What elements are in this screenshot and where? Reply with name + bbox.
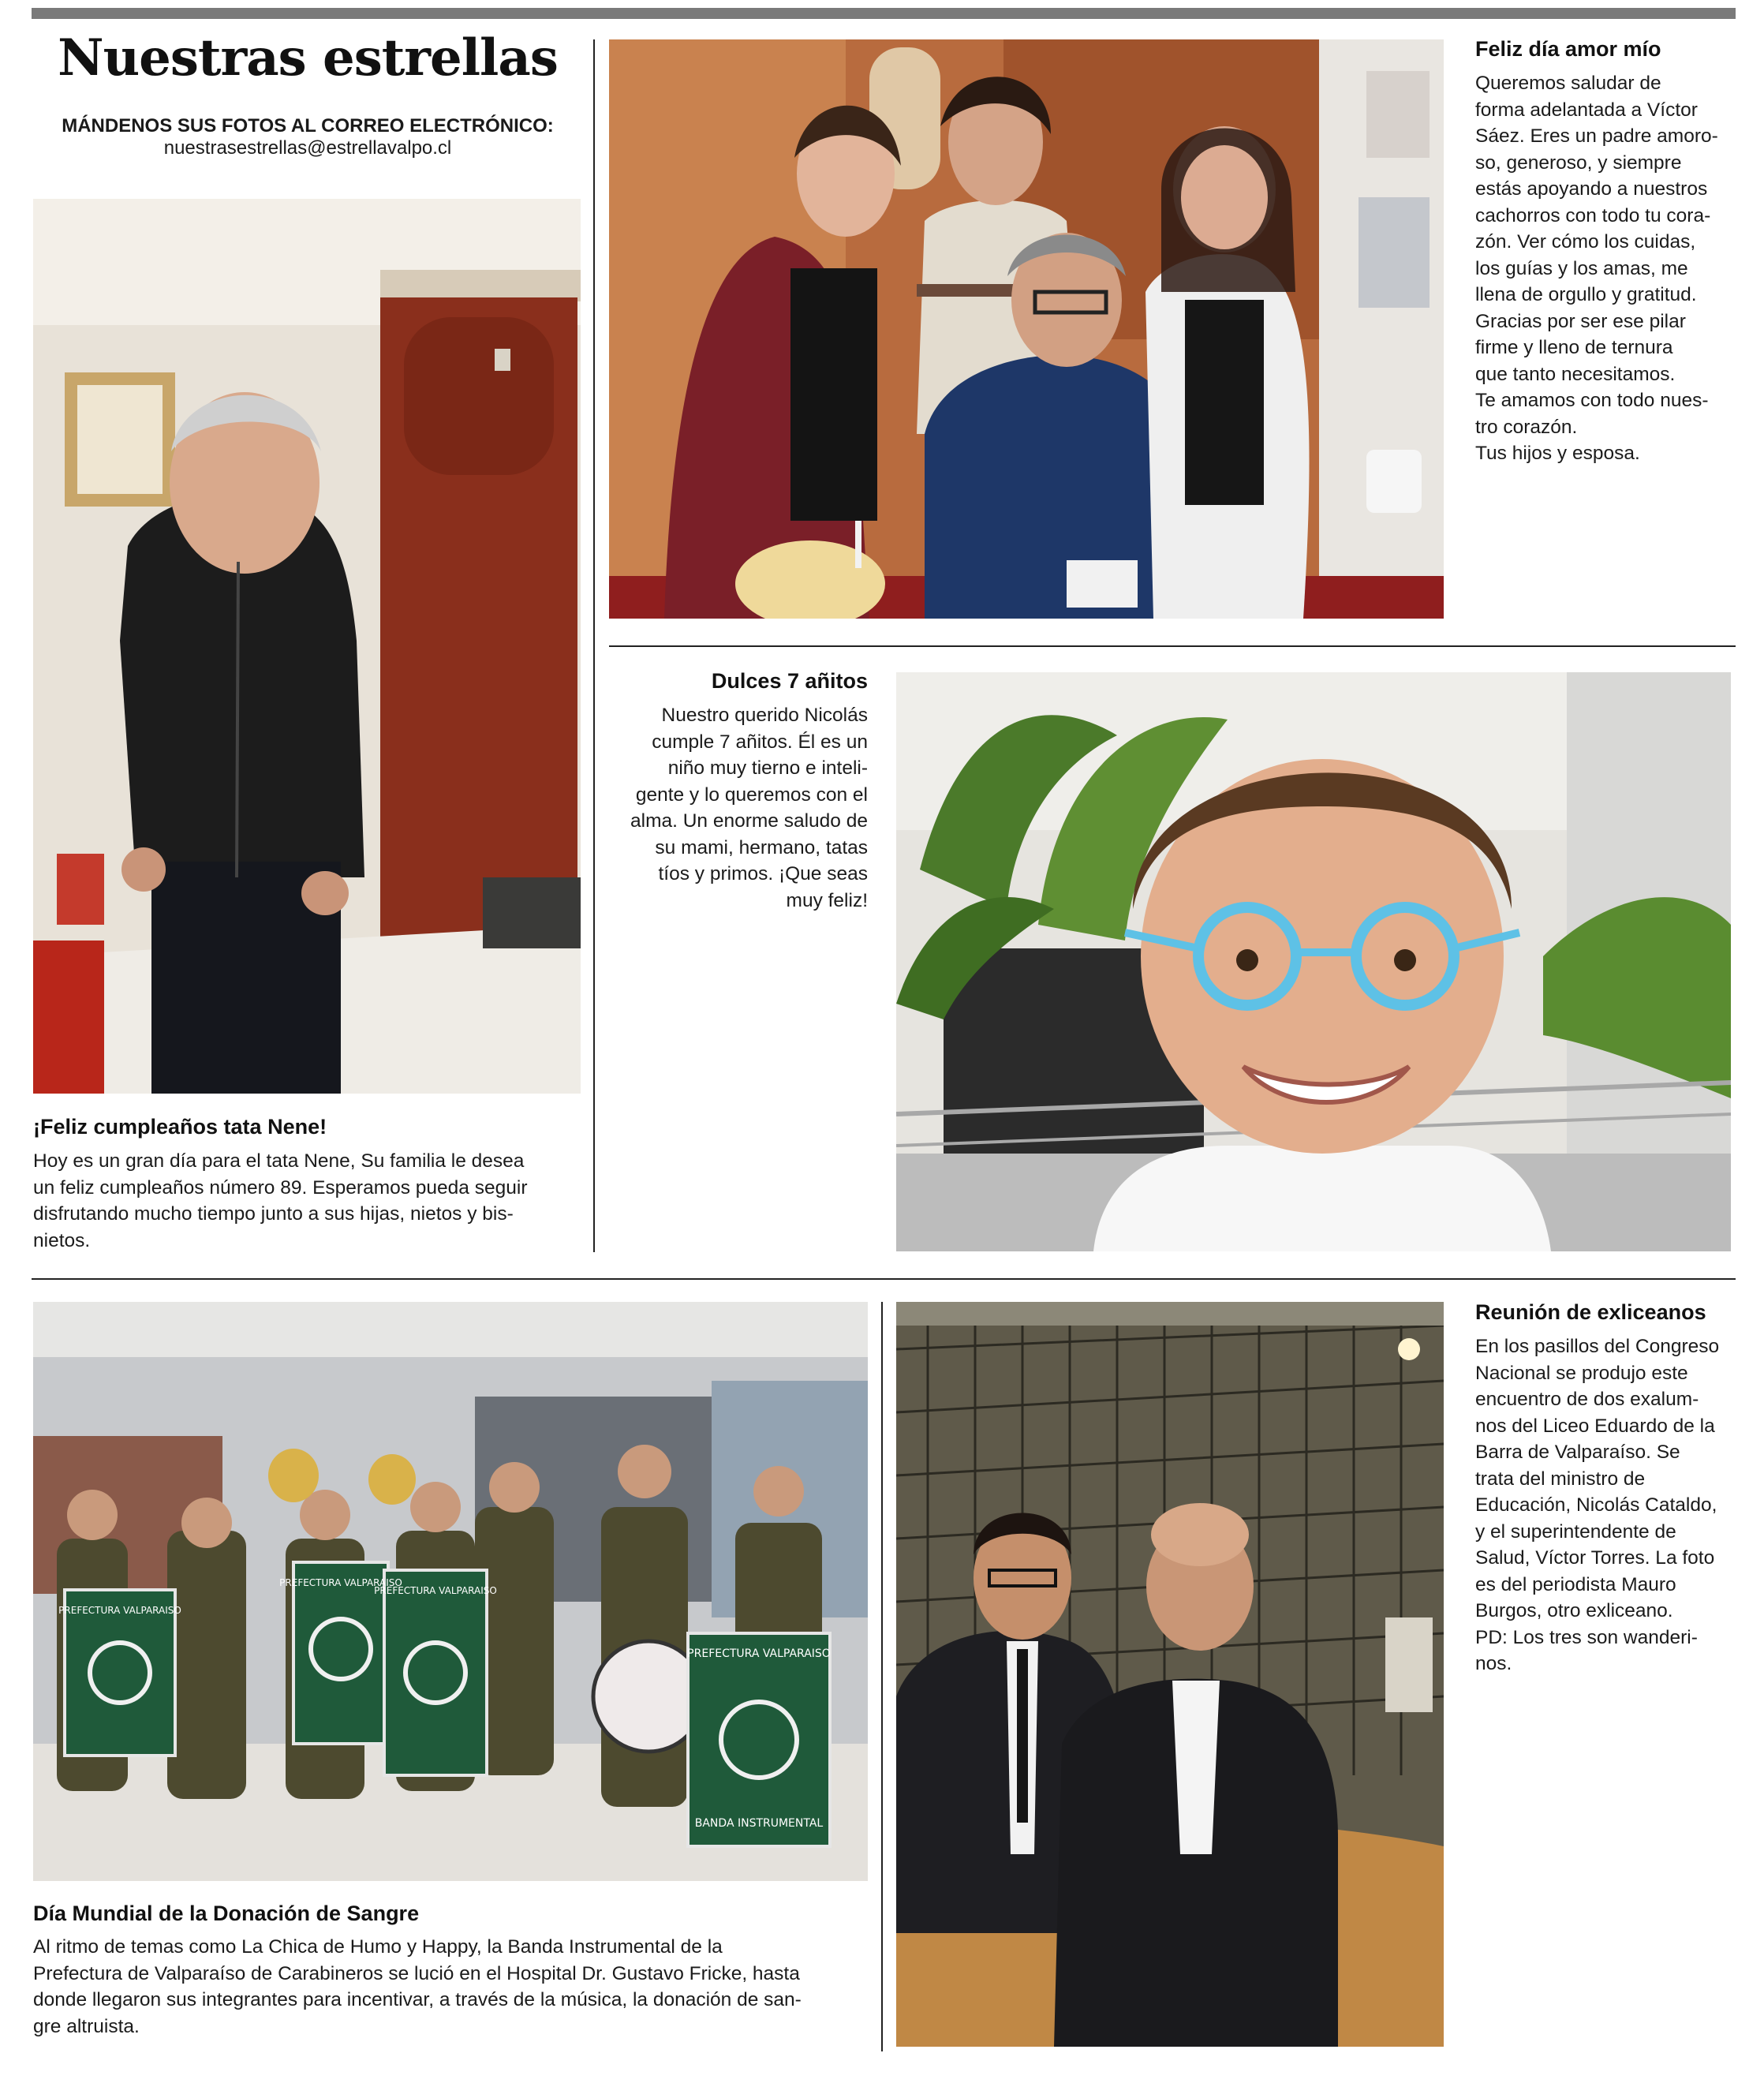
- text-line: Educación, Nicolás Cataldo,: [1475, 1494, 1717, 1516]
- text-line: disfrutando mucho tiempo junto a sus hijas, nietos y bis-: [33, 1203, 514, 1225]
- text-line: nietos.: [33, 1229, 91, 1251]
- banner-text-3: PREFECTURA VALPARAISO: [374, 1585, 497, 1596]
- headline-father: Feliz día amor mío: [1475, 37, 1661, 61]
- text-line: alma. Un enorme saludo de: [630, 810, 868, 832]
- photo-nicolas: [896, 672, 1731, 1251]
- text-line: estás apoyando a nuestros: [1475, 178, 1708, 200]
- text-line: encuentro de dos exalum-: [1475, 1389, 1699, 1410]
- banner-text-5: BANDA INSTRUMENTAL: [694, 1817, 824, 1830]
- headline-blood-donation: Día Mundial de la Donación de Sangre: [33, 1902, 420, 1925]
- text-line: Hoy es un gran día para el tata Nene, Su familia le desea: [33, 1150, 525, 1172]
- text-line: niño muy tierno e inteli-: [667, 757, 868, 779]
- text-line: Salud, Víctor Torres. La foto: [1475, 1547, 1715, 1569]
- photo-alumni: [896, 1302, 1444, 2047]
- banner-text-4: PREFECTURA VALPARAISO: [687, 1647, 831, 1660]
- text-line: nos.: [1475, 1653, 1512, 1674]
- text-line: zón. Ver cómo los cuidas,: [1475, 231, 1696, 252]
- text-line: tíos y primos. ¡Que seas: [658, 863, 868, 884]
- text-alumni: [1475, 1333, 1743, 1677]
- top-bar: [32, 8, 1736, 19]
- section-title: Nuestras estrellas: [58, 28, 558, 88]
- text-line: Tus hijos y esposa.: [1475, 443, 1640, 464]
- text-line: Nuestro querido Nicolás: [661, 705, 868, 726]
- text-line: llena de orgullo y gratitud.: [1475, 284, 1697, 305]
- text-line: donde llegaron sus integrantes para incentivar, a través de la música, la donación de san-: [33, 1989, 802, 2010]
- banner-text-1: PREFECTURA VALPARAISO: [58, 1605, 181, 1616]
- vertical-rule-bottom: [881, 1302, 883, 2051]
- text-line: forma adelantada a Víctor: [1475, 99, 1698, 121]
- text-line: Al ritmo de temas como La Chica de Humo y Happy, la Banda Instrumental de la: [33, 1936, 723, 1958]
- text-nicolas: [607, 702, 868, 914]
- headline-tata-nene: ¡Feliz cumpleaños tata Nene!: [33, 1115, 327, 1139]
- horizontal-rule-mid: [609, 645, 1736, 647]
- submission-info: [32, 115, 584, 159]
- text-line: En los pasillos del Congreso: [1475, 1336, 1720, 1357]
- text-line: gente y lo queremos con el: [635, 783, 868, 806]
- text-line: nos del Liceo Eduardo de la: [1475, 1415, 1715, 1437]
- headline-nicolas: Dulces 7 añitos: [711, 669, 868, 693]
- banner-text-2: PREFECTURA VALPARAISO: [279, 1577, 402, 1588]
- text-line: muy feliz!: [786, 889, 868, 911]
- text-tata-nene: [33, 1148, 585, 1254]
- headline-alumni: Reunión de exliceanos: [1475, 1300, 1706, 1324]
- text-line: Nacional se produjo este: [1475, 1362, 1688, 1384]
- text-line: es del periodista Mauro: [1475, 1573, 1676, 1595]
- text-father: [1475, 70, 1743, 467]
- text-line: tro corazón.: [1475, 416, 1578, 438]
- text-line: que tanto necesitamos.: [1475, 363, 1676, 385]
- section-header: [32, 28, 584, 88]
- text-line: y el superintendente de: [1475, 1520, 1676, 1543]
- text-line: cachorros con todo tu cora-: [1475, 204, 1711, 226]
- text-line: gre altruista.: [33, 2015, 140, 2037]
- text-line: firme y lleno de ternura: [1475, 337, 1673, 358]
- text-line: Te amamos con todo nues-: [1475, 390, 1709, 411]
- text-line: trata del ministro de: [1475, 1468, 1646, 1490]
- submission-label: MÁNDENOS SUS FOTOS AL CORREO ELECTRÓNICO:: [62, 115, 554, 136]
- photo-tata-nene: [33, 199, 581, 1094]
- text-line: Burgos, otro exliceano.: [1475, 1600, 1673, 1621]
- submission-email[interactable]: nuestrasestrellas@estrellavalpo.cl: [163, 137, 452, 159]
- text-blood-donation: [33, 1934, 877, 2040]
- photo-band: [33, 1302, 868, 1881]
- text-line: un feliz cumpleaños número 89. Esperamos pueda seguir: [33, 1176, 528, 1199]
- text-line: Sáez. Eres un padre amoro-: [1475, 125, 1718, 147]
- text-line: PD: Los tres son wanderi-: [1475, 1626, 1698, 1648]
- text-line: so, generoso, y siempre: [1475, 151, 1682, 174]
- text-line: Prefectura de Valparaíso de Carabineros se lució en el Hospital Dr. Gustavo Fricke, hasta: [33, 1962, 800, 1984]
- vertical-rule-top: [593, 39, 595, 1252]
- text-line: los guías y los amas, me: [1475, 257, 1688, 279]
- photo-family: [609, 39, 1444, 619]
- text-line: Gracias por ser ese pilar: [1475, 310, 1686, 332]
- horizontal-rule-bottom: [32, 1278, 1736, 1280]
- text-line: cumple 7 añitos. Él es un: [652, 731, 868, 753]
- text-line: Barra de Valparaíso. Se: [1475, 1442, 1680, 1463]
- text-line: Queremos saludar de: [1475, 73, 1661, 94]
- text-line: su mami, hermano, tatas: [655, 836, 868, 858]
